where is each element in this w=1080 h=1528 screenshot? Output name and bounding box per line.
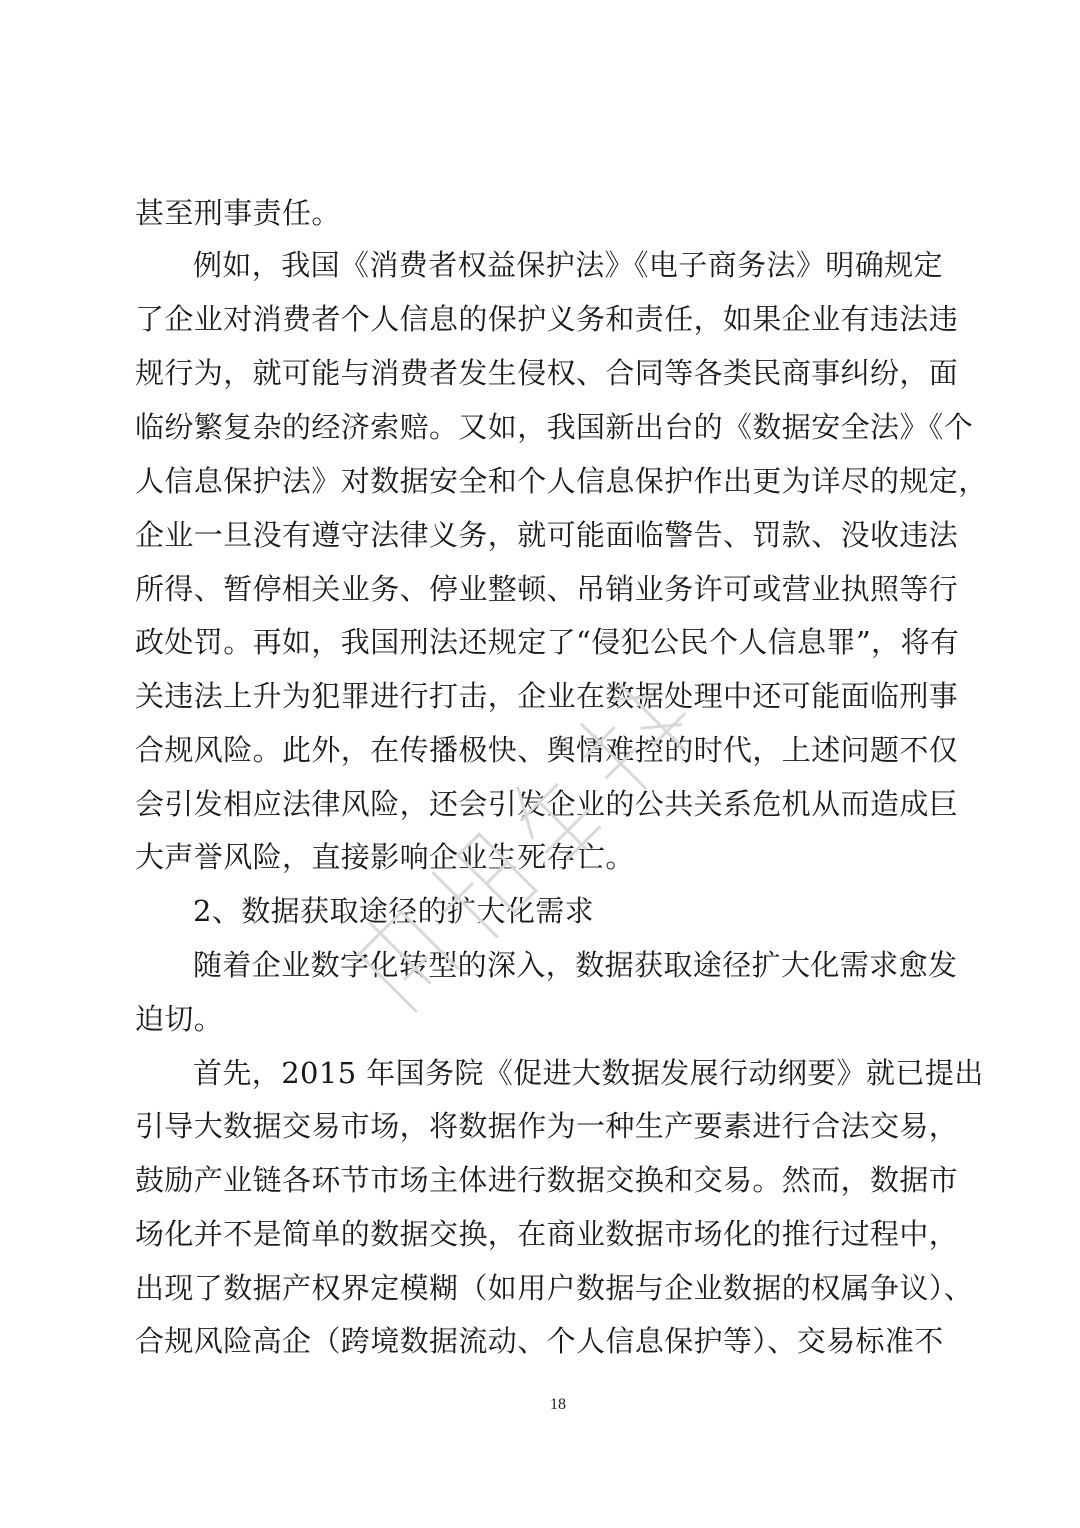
text-line: 出现了数据产权界定模糊（如用户数据与企业数据的权属争议）、 xyxy=(135,1271,974,1305)
text-line: 人信息保护法》对数据安全和个人信息保护作出更为详尽的规定， xyxy=(135,464,988,498)
text-line: 大声誉风险，直接影响企业生死存亡。 xyxy=(135,840,635,874)
text-line: 随着企业数字化转型的深入，数据获取途径扩大化需求愈发 xyxy=(193,948,958,982)
text-line: 合规风险。此外，在传播极快、舆情难控的时代，上述问题不仅 xyxy=(135,733,959,767)
text-line: 例如，我国《消费者权益保护法》《电子商务法》明确规定 xyxy=(193,248,943,282)
section-heading: 2、数据获取途径的扩大化需求 xyxy=(193,894,595,928)
text-line: 关违法上升为犯罪进行打击，企业在数据处理中还可能面临刑事 xyxy=(135,679,959,713)
text-line: 规行为，就可能与消费者发生侵权、合同等各类民商事纠纷，面 xyxy=(135,356,959,390)
page-number: 18 xyxy=(550,1396,566,1413)
text-line: 政处罚。再如，我国刑法还规定了“侵犯公民个人信息罪”，将有 xyxy=(135,625,960,659)
text-line: 首先，2015 年国务院《促进大数据发展行动纲要》就已提出 xyxy=(193,1056,984,1090)
text-line: 了企业对消费者个人信息的保护义务和责任，如果企业有违法违 xyxy=(135,302,959,336)
text-line: 迫切。 xyxy=(135,1002,224,1036)
text-line: 甚至刑事责任。 xyxy=(135,196,341,230)
text-line: 临纷繁复杂的经济索赔。又如，我国新出台的《数据安全法》《个 xyxy=(135,410,974,444)
text-line: 所得、暂停相关业务、停业整顿、吊销业务许可或营业执照等行 xyxy=(135,572,959,606)
text-line: 会引发相应法律风险，还会引发企业的公共关系危机从而造成巨 xyxy=(135,787,959,821)
text-line: 合规风险高企（跨境数据流动、个人信息保护等）、交易标准不 xyxy=(135,1324,944,1358)
text-line: 场化并不是简单的数据交换，在商业数据市场化的推行过程中， xyxy=(135,1217,959,1251)
text-line: 鼓励产业链各环节市场主体进行数据交换和交易。然而，数据市 xyxy=(135,1163,959,1197)
text-line: 引导大数据交易市场，将数据作为一种生产要素进行合法交易， xyxy=(135,1109,959,1143)
text-line: 企业一旦没有遵守法律义务，就可能面临警告、罚款、没收违法 xyxy=(135,518,959,552)
